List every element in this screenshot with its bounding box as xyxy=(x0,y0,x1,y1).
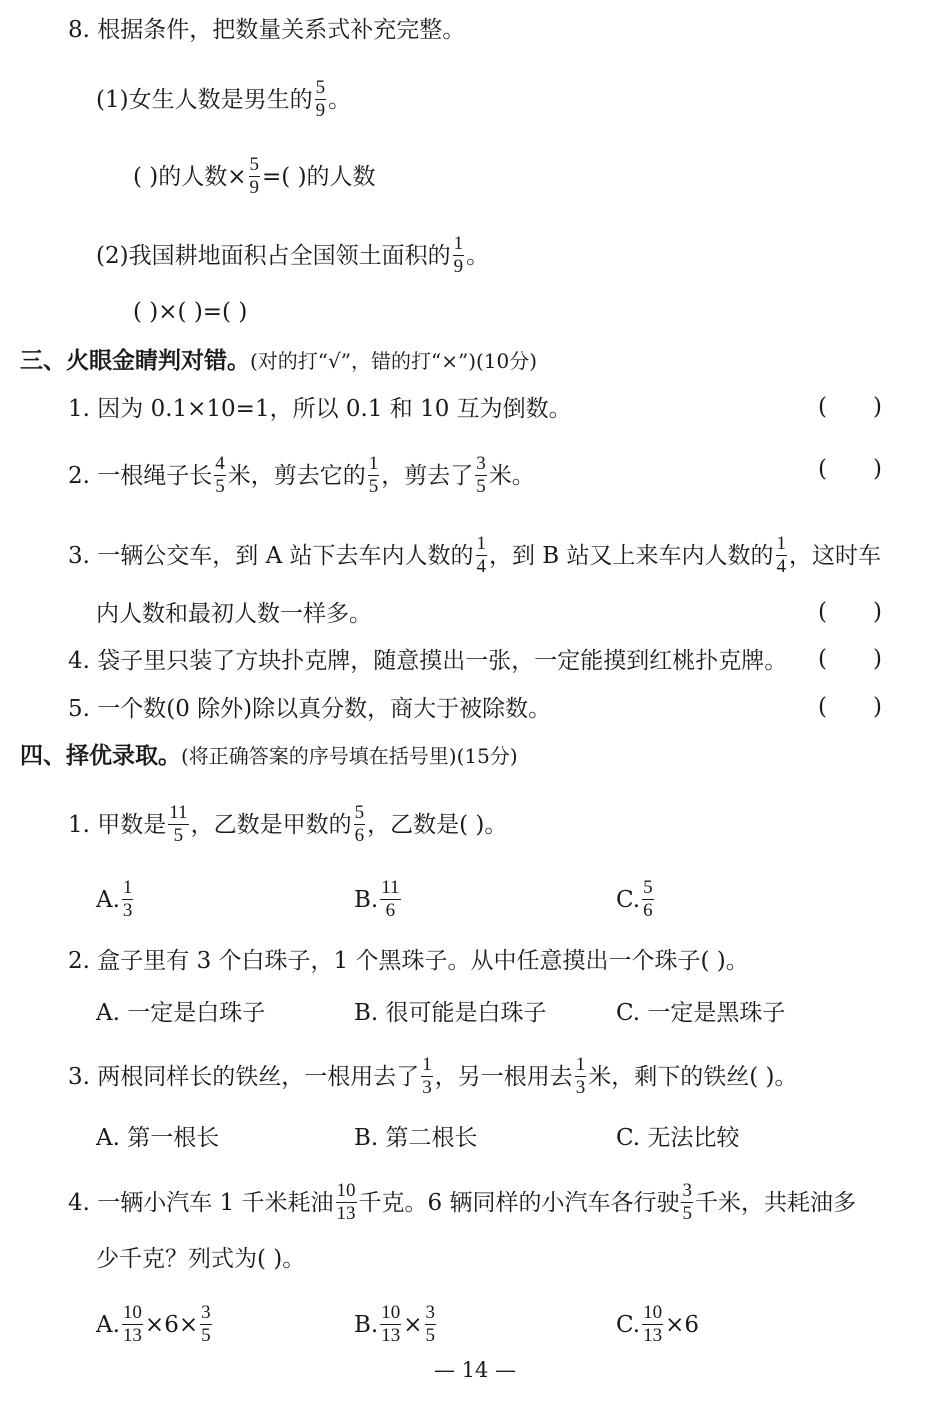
fraction xyxy=(368,454,380,497)
judge-q1: 1. 因为 0.1×10=1，所以 0.1 和 10 互为倒数。 xyxy=(68,396,572,422)
choice-q3-text-c[interactable]: 米，剩下的铁丝( )。 xyxy=(588,1063,798,1090)
choice-q4-text-a: 4. 一辆小汽车 1 千米耗油 xyxy=(68,1189,334,1216)
denominator: 6 xyxy=(354,825,365,846)
fraction xyxy=(642,1303,663,1346)
q8-part1-end: 。 xyxy=(328,86,352,113)
denominator: 13 xyxy=(336,1203,356,1224)
page-number: — 14 — xyxy=(433,1358,517,1382)
option-letter: B. xyxy=(354,1311,379,1338)
denominator: 3 xyxy=(575,1077,586,1098)
denominator: 6 xyxy=(643,900,653,921)
denominator: 5 xyxy=(201,1325,211,1346)
equation-right: =( )的人数 xyxy=(262,163,376,190)
q8-part1-text: (1)女生人数是男生的 xyxy=(96,86,313,113)
judge-q3-text-a: 3. 一辆公交车，到 A 站下去车内人数的 xyxy=(68,542,474,569)
choice-q1-text-a: 1. 甲数是 xyxy=(68,811,167,838)
denominator: 5 xyxy=(215,476,225,497)
numerator: 3 xyxy=(476,453,486,474)
fraction xyxy=(200,1303,212,1346)
denominator: 9 xyxy=(453,256,464,277)
numerator: 11 xyxy=(381,877,400,898)
numerator: 3 xyxy=(201,1302,211,1323)
choice-q4-text-b: 千克。6 辆同样的小汽车各行驶 xyxy=(358,1189,680,1216)
denominator: 4 xyxy=(776,556,787,577)
choice-q4 xyxy=(68,1181,856,1224)
answer-paren[interactable]: () xyxy=(818,394,928,420)
choice-q3-option-a[interactable]: A. 第一根长 xyxy=(96,1125,220,1151)
section-3-note: (对的打“√”，错的打“×”)(10分) xyxy=(250,349,538,373)
option-operator: × xyxy=(403,1311,423,1338)
fraction xyxy=(336,1181,357,1224)
choice-q1-option-c[interactable] xyxy=(616,878,656,921)
denominator: 5 xyxy=(425,1325,435,1346)
fraction xyxy=(425,1303,437,1346)
choice-q2-option-c[interactable]: C. 一定是黑珠子 xyxy=(616,1000,786,1026)
option-operator: ×6× xyxy=(144,1311,199,1338)
numerator: 4 xyxy=(215,453,225,474)
choice-q4-line2[interactable]: 少千克？列式为( )。 xyxy=(96,1246,306,1272)
choice-q3-text-b: ，另一根用去 xyxy=(434,1063,573,1090)
choice-q2-option-a[interactable]: A. 一定是白珠子 xyxy=(96,1000,266,1026)
option-letter: C. xyxy=(616,886,641,913)
denominator: 9 xyxy=(315,100,326,121)
numerator: 1 xyxy=(575,1054,586,1075)
choice-q4-option-c[interactable] xyxy=(616,1303,699,1346)
section-3-title: 三、火眼金睛判对错。 xyxy=(20,347,250,374)
numerator: 10 xyxy=(643,1302,663,1323)
denominator: 13 xyxy=(122,1325,142,1346)
fraction xyxy=(453,234,465,277)
numerator: 1 xyxy=(368,453,379,474)
denominator: 13 xyxy=(381,1325,401,1346)
fraction xyxy=(168,803,188,846)
denominator: 13 xyxy=(643,1325,663,1346)
section-4-heading xyxy=(20,741,518,771)
choice-q3-option-b[interactable]: B. 第二根长 xyxy=(354,1125,478,1151)
denominator: 4 xyxy=(476,556,486,577)
choice-q2-option-b[interactable]: B. 很可能是白珠子 xyxy=(354,1000,547,1026)
option-letter: A. xyxy=(96,1311,120,1338)
fraction xyxy=(214,454,226,497)
fraction xyxy=(249,155,261,198)
fraction xyxy=(122,878,134,921)
choice-q4-option-b[interactable] xyxy=(354,1303,438,1346)
fraction xyxy=(380,1303,401,1346)
q8-part1 xyxy=(96,78,351,121)
choice-q4-text-c: 千米，共耗油多 xyxy=(694,1189,856,1216)
fraction xyxy=(421,1055,433,1098)
fraction xyxy=(354,803,366,846)
choice-q1-text-c[interactable]: ，乙数是( )。 xyxy=(367,811,508,838)
judge-q2-text-b: 米，剪去它的 xyxy=(227,462,366,489)
numerator: 5 xyxy=(315,77,326,98)
choice-q1-text-b: ，乙数是甲数的 xyxy=(190,811,352,838)
choice-q3-option-c[interactable]: C. 无法比较 xyxy=(616,1125,740,1151)
denominator: 3 xyxy=(122,900,133,921)
numerator: 10 xyxy=(122,1302,142,1323)
numerator: 5 xyxy=(643,877,653,898)
fraction xyxy=(380,878,400,921)
choice-q3 xyxy=(68,1055,798,1098)
numerator: 1 xyxy=(122,877,133,898)
denominator: 5 xyxy=(682,1203,692,1224)
denominator: 5 xyxy=(173,825,184,846)
choice-q1-option-b[interactable] xyxy=(354,878,403,921)
fraction xyxy=(476,534,488,577)
numerator: 3 xyxy=(425,1302,435,1323)
option-letter: A. xyxy=(96,886,120,913)
choice-q2: 2. 盒子里有 3 个白珠子，1 个黑珠子。从中任意摸出一个珠子( )。 xyxy=(68,948,749,974)
numerator: 1 xyxy=(453,233,464,254)
numerator: 11 xyxy=(169,802,188,823)
fraction xyxy=(122,1303,143,1346)
q8-part2-equation[interactable]: ( )×( )=( ) xyxy=(133,299,248,325)
q8-part1-equation[interactable] xyxy=(133,155,376,198)
denominator: 9 xyxy=(249,177,260,198)
q8-part2-text: (2)我国耕地面积占全国领土面积的 xyxy=(96,242,451,269)
numerator: 3 xyxy=(682,1180,692,1201)
denominator: 3 xyxy=(422,1077,432,1098)
numerator: 1 xyxy=(476,533,486,554)
fraction xyxy=(642,878,654,921)
numerator: 1 xyxy=(422,1054,432,1075)
fraction xyxy=(681,1181,693,1224)
denominator: 5 xyxy=(476,476,486,497)
q8-title: 8. 根据条件，把数量关系式补充完整。 xyxy=(68,17,466,43)
numerator: 10 xyxy=(336,1180,356,1201)
numerator: 5 xyxy=(354,802,365,823)
option-operator: ×6 xyxy=(665,1311,699,1338)
judge-q2-text-c: ，剪去了 xyxy=(381,462,474,489)
judge-q5: 5. 一个数(0 除外)除以真分数，商大于被除数。 xyxy=(68,696,552,722)
choice-q4-option-a[interactable] xyxy=(96,1303,214,1346)
section-4-note: (将正确答案的序号填在括号里)(15分) xyxy=(181,744,518,768)
option-letter: C. xyxy=(616,1311,641,1338)
answer-paren[interactable]: () xyxy=(818,456,928,482)
equation-left: ( )的人数× xyxy=(133,163,247,190)
fraction xyxy=(776,534,788,577)
judge-q3 xyxy=(68,534,881,577)
denominator: 6 xyxy=(385,900,396,921)
judge-q2-text-d: 米。 xyxy=(488,462,535,489)
numerator: 5 xyxy=(249,154,260,175)
choice-q1-option-a[interactable] xyxy=(96,878,135,921)
choice-q3-text-a: 3. 两根同样长的铁丝，一根用去了 xyxy=(68,1063,420,1090)
judge-q3-text-b: ，到 B 站又上来车内人数的 xyxy=(489,542,774,569)
q8-part2-end: 。 xyxy=(466,242,490,269)
numerator: 1 xyxy=(776,533,787,554)
denominator: 5 xyxy=(368,476,379,497)
choice-q1 xyxy=(68,803,507,846)
numerator: 10 xyxy=(381,1302,401,1323)
answer-paren[interactable]: () xyxy=(818,599,928,625)
answer-paren[interactable]: () xyxy=(818,694,928,720)
option-letter: B. xyxy=(354,886,379,913)
judge-q3-text-c: ，这时车 xyxy=(789,542,882,569)
judge-q3-line2: 内人数和最初人数一样多。 xyxy=(96,601,372,627)
section-3-heading xyxy=(20,346,537,376)
section-4-title: 四、择优录取。 xyxy=(20,742,181,769)
q8-part2 xyxy=(96,234,489,277)
judge-q2-text-a: 2. 一根绳子长 xyxy=(68,462,213,489)
answer-paren[interactable]: () xyxy=(818,646,928,672)
fraction xyxy=(575,1055,587,1098)
fraction xyxy=(315,78,327,121)
judge-q4: 4. 袋子里只装了方块扑克牌，随意摸出一张，一定能摸到红桃扑克牌。 xyxy=(68,648,788,674)
fraction xyxy=(475,454,487,497)
judge-q2 xyxy=(68,454,535,497)
